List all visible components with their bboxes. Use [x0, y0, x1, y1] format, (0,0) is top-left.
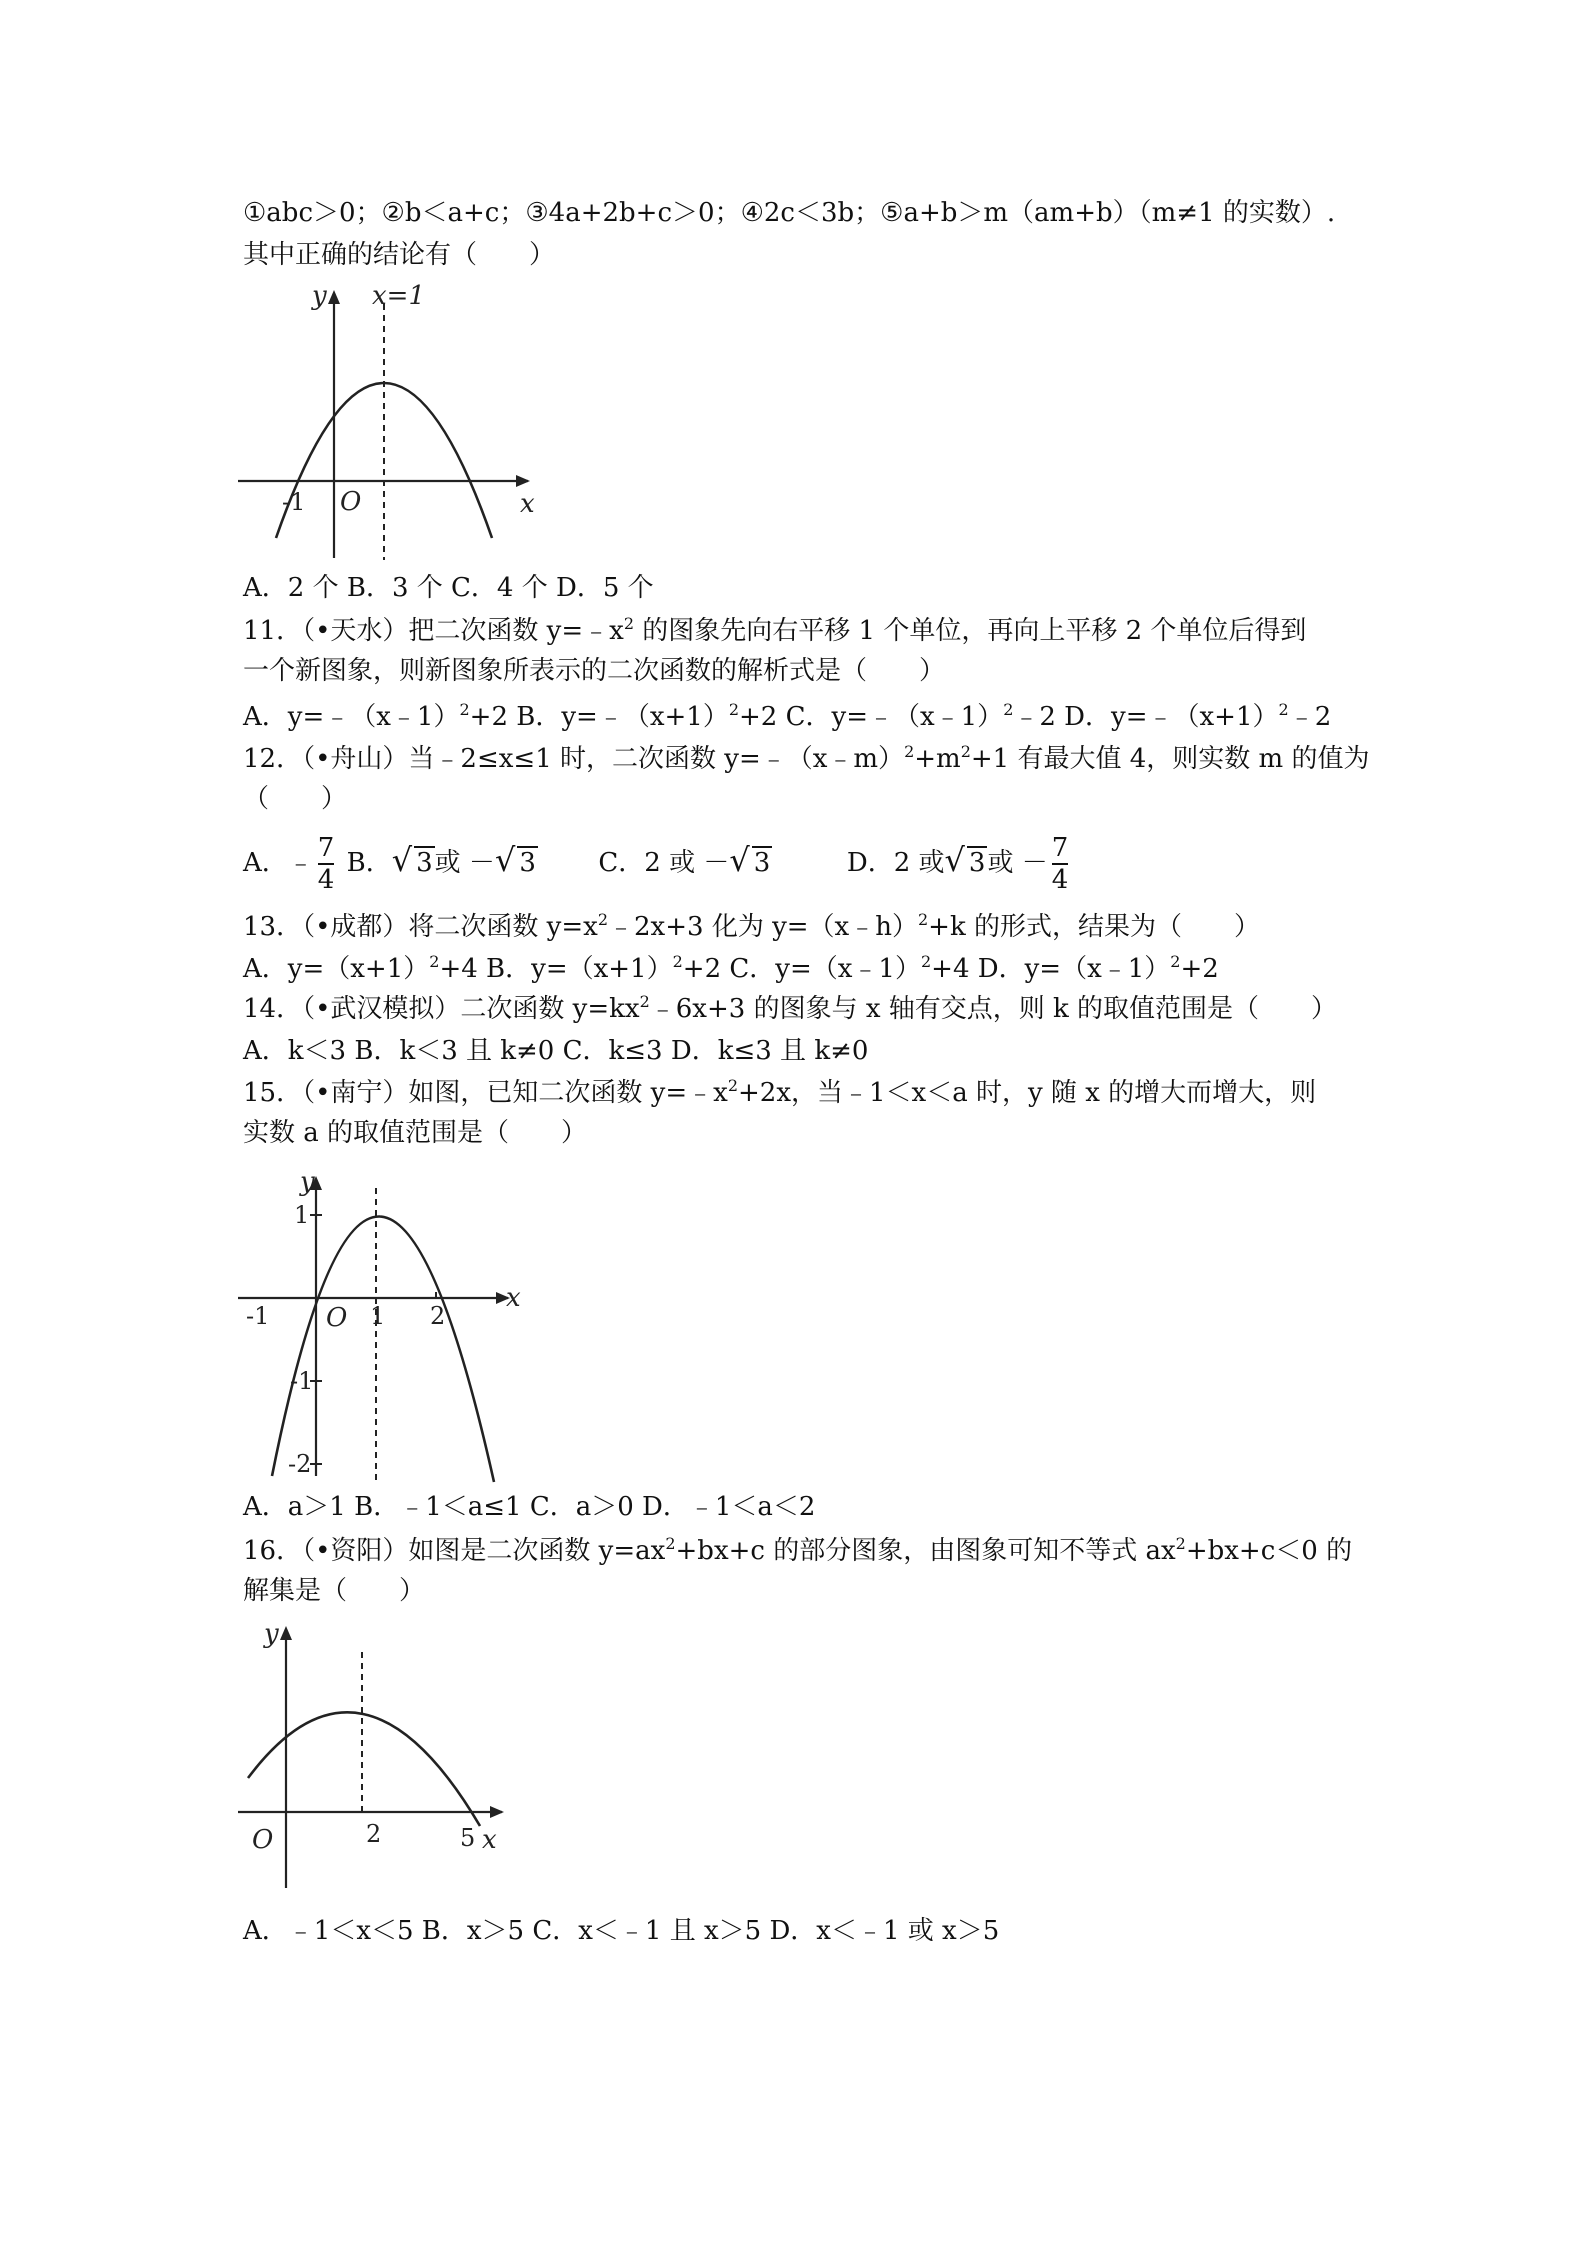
minus-sign: － — [468, 848, 495, 878]
q16-options: A．﹣1＜x＜5 B．x＞5 C．x＜﹣1 且 x＞5 D．x＜﹣1 或 x＞5 — [243, 1916, 1000, 1946]
q12-line2: （ ） — [243, 784, 348, 814]
q11-options — [243, 700, 1331, 737]
minus-sign: － — [1021, 848, 1048, 878]
exp: 2 — [960, 742, 971, 761]
q16-text-a: 16．（•资阳）如图是二次函数 y=ax — [243, 1536, 666, 1566]
radicand: 3 — [519, 848, 536, 878]
exp: 2 — [639, 992, 650, 1011]
x-axis-label: x — [506, 1283, 521, 1313]
q16-text-c: +bx+c＜0 的 — [1185, 1536, 1353, 1566]
q13-options — [243, 952, 1219, 989]
q10-statements: ①abc＞0；②b＜a+c；③4a+2b+c＞0；④2c＜3b；⑤a+b＞m（am+b）（m≠1 的实数）. — [243, 198, 1336, 228]
q13-option-b: +4 B．y=（x+1） — [439, 954, 673, 984]
exp: 2 — [459, 700, 470, 719]
x-neg1-label: -1 — [282, 488, 306, 516]
q13-option-a: A．y=（x+1） — [243, 954, 430, 984]
q10-options: A．2 个 B．3 个 C．4 个 D．5 个 — [243, 573, 654, 603]
y-tick-neg2-label: -2 — [288, 1450, 312, 1478]
y-axis-label: y — [264, 1619, 279, 1649]
q10-question: 其中正确的结论有（ ） — [243, 240, 556, 270]
exp: 2 — [1170, 952, 1181, 971]
fraction-7-4 — [1052, 833, 1069, 895]
fraction-7-4 — [318, 833, 335, 895]
or-word: 或 — [987, 848, 1014, 878]
exp: 2 — [429, 952, 440, 971]
q11-text-a: 11．（•天水）把二次函数 y=﹣x — [243, 616, 624, 646]
q12-text-c: +1 有最大值 4，则实数 m 的值为 — [970, 744, 1370, 774]
x-tick-2-label: 2 — [430, 1302, 446, 1330]
q16-line2: 解集是（ ） — [243, 1576, 426, 1606]
y-axis-arrow — [280, 1626, 292, 1640]
exp: 2 — [904, 742, 915, 761]
q10-parabola-figure — [238, 280, 538, 562]
sqrt-icon: √ — [391, 841, 413, 879]
q15-text-b: +2x，当﹣1＜x＜a 时，y 随 x 的增大而增大，则 — [738, 1078, 1317, 1108]
q11-line2: 一个新图象，则新图象所表示的二次函数的解析式是（ ） — [243, 656, 946, 686]
sqrt-icon: √ — [944, 841, 965, 879]
q12-option-a: A．﹣ — [243, 848, 314, 878]
q11-option-c: +2 C．y=﹣（x﹣1） — [739, 702, 1004, 732]
x-tick-neg1-label: -1 — [246, 1302, 270, 1330]
q14-line1 — [243, 992, 1337, 1029]
q16-parabola-figure — [238, 1616, 528, 1896]
denominator: 4 — [1051, 865, 1069, 895]
exp: 2 — [597, 910, 609, 929]
q13-option-c: +2 C．y=（x﹣1） — [682, 954, 921, 984]
q14-options: A．k＜3 B．k＜3 且 k≠0 C．k≤3 D．k≤3 且 k≠0 — [243, 1036, 869, 1066]
q14-text-a: 14．（•武汉模拟）二次函数 y=kx — [243, 994, 640, 1024]
or-word: 或 — [434, 848, 461, 878]
exp: 2 — [672, 952, 683, 971]
x-axis-label: x — [482, 1825, 497, 1855]
q15-line1 — [243, 1076, 1316, 1113]
exp: 2 — [1175, 1534, 1186, 1553]
exp: 2 — [728, 700, 740, 719]
q14-text-b: ﹣6x+3 的图象与 x 轴有交点，则 k 的取值范围是（ ） — [649, 994, 1338, 1024]
sqrt-icon: √ — [729, 841, 750, 879]
q11-line1 — [243, 614, 1306, 651]
q13-line1 — [243, 910, 1260, 947]
exp: 2 — [1278, 700, 1289, 719]
q12-option-b: B． — [338, 848, 392, 878]
q13-option-d: +4 D．y=（x﹣1） — [931, 954, 1171, 984]
sqrt-icon: √ — [494, 841, 516, 879]
exp: 2 — [665, 1534, 676, 1553]
q16-text-b: +bx+c 的部分图象，由图象可知不等式 ax — [675, 1536, 1176, 1566]
q16-line1 — [243, 1534, 1352, 1571]
x-axis-label: x — [520, 489, 535, 519]
denominator: 4 — [317, 865, 335, 895]
x-tick-5-label: 5 — [460, 1824, 476, 1852]
q12-options — [243, 830, 1072, 895]
q11-option-e: ﹣2 — [1288, 702, 1332, 732]
x-axis-arrow — [490, 1806, 504, 1818]
origin-label: O — [252, 1825, 274, 1855]
y-tick-1-label: 1 — [294, 1201, 310, 1229]
exp: 2 — [917, 910, 929, 929]
q13-text-c: +k 的形式，结果为（ ） — [928, 912, 1260, 942]
q13-text-b: ﹣2x+3 化为 y=（x﹣h） — [608, 912, 918, 942]
q15-line2: 实数 a 的取值范围是（ ） — [243, 1118, 588, 1148]
y-tick-neg1-label: -1 — [290, 1367, 314, 1395]
q12-text-b: +m — [914, 744, 961, 774]
symmetry-label: x=1 — [372, 281, 425, 311]
q11-option-a: A．y=﹣（x﹣1） — [243, 702, 460, 732]
exp: 2 — [1003, 700, 1014, 719]
x-tick-2-label: 2 — [366, 1820, 382, 1848]
parabola-curve — [248, 1712, 480, 1826]
origin-label: O — [326, 1303, 348, 1333]
x-tick-1-label: 1 — [370, 1302, 386, 1330]
q15-parabola-figure — [238, 1166, 528, 1484]
q12-text-a: 12．（•舟山）当﹣2≤x≤1 时，二次函数 y=﹣（x﹣m） — [243, 744, 905, 774]
q15-text-a: 15．（•南宁）如图，已知二次函数 y=﹣x — [243, 1078, 728, 1108]
q11-option-d: ﹣2 D．y=﹣（x+1） — [1013, 702, 1279, 732]
q12-option-c: C．2 或 — [598, 848, 704, 878]
parabola-curve — [272, 1216, 494, 1482]
minus-sign: － — [703, 848, 730, 878]
y-axis-label: y — [312, 281, 327, 311]
q11-text-b: 的图象先向右平移 1 个单位，再向上平移 2 个单位后得到 — [634, 616, 1307, 646]
q13-option-e: +2 — [1180, 954, 1219, 984]
x-axis-arrow — [516, 475, 530, 487]
numerator: 7 — [1051, 833, 1069, 863]
q12-option-d: D．2 或 — [846, 848, 945, 878]
y-axis-label: y — [300, 1167, 315, 1197]
exp: 2 — [920, 952, 932, 971]
q11-sup: 2 — [623, 614, 635, 633]
q12-line1 — [243, 742, 1369, 779]
radicand: 3 — [968, 848, 986, 878]
radicand: 3 — [416, 848, 433, 878]
y-axis-arrow — [328, 290, 340, 304]
exp: 2 — [727, 1076, 739, 1095]
numerator: 7 — [317, 833, 335, 863]
origin-label: O — [340, 487, 362, 517]
q11-option-b: +2 B．y=﹣（x+1） — [469, 702, 729, 732]
q13-text-a: 13．（•成都）将二次函数 y=x — [243, 912, 598, 942]
q15-options: A．a＞1 B．﹣1＜a≤1 C．a＞0 D．﹣1＜a＜2 — [243, 1492, 816, 1522]
radicand: 3 — [753, 848, 771, 878]
